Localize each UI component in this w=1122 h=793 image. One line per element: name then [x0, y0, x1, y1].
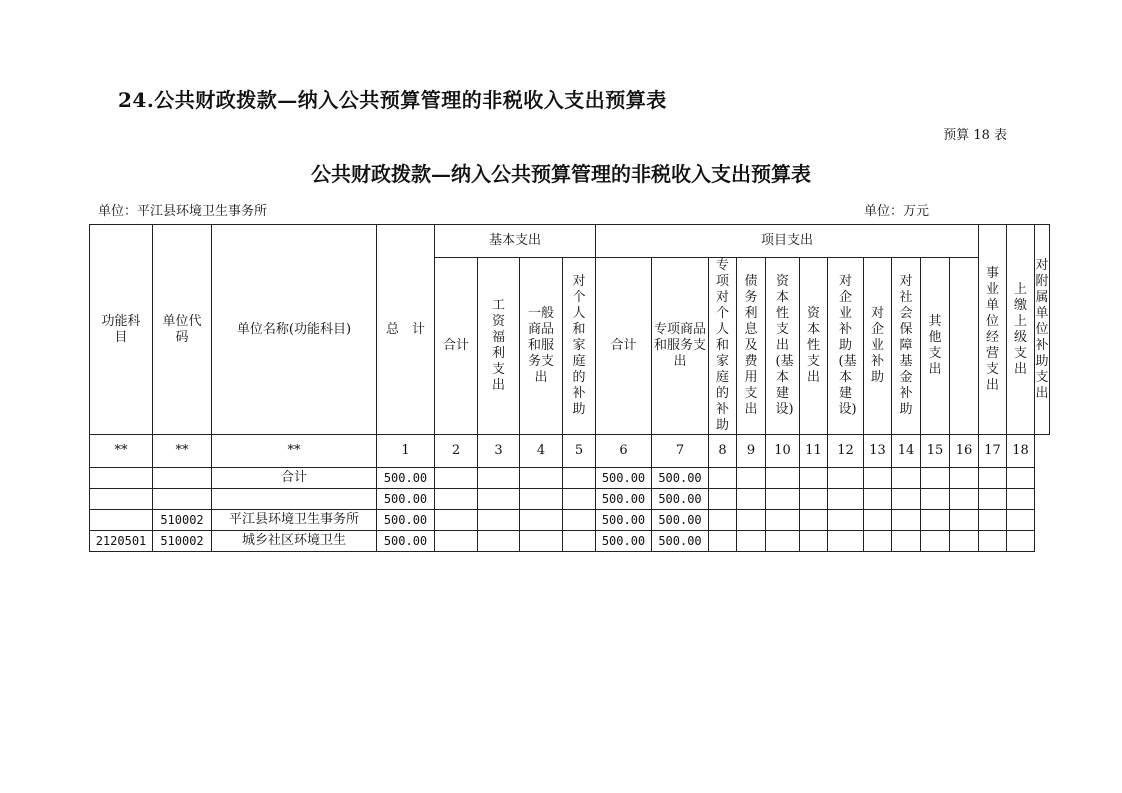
unit-code-cell: 510002 [153, 531, 212, 552]
table-row [90, 531, 1050, 552]
index-cell: 3 [478, 435, 520, 468]
unit-name-cell [212, 489, 377, 510]
table-row [90, 489, 1050, 510]
table-row [90, 510, 1050, 531]
index-cell: 14 [892, 435, 921, 468]
index-cell: ** [153, 435, 212, 468]
total-cell: 500.00 [377, 489, 435, 510]
unit-name-cell: 城乡社区环境卫生 [212, 531, 377, 552]
unit-code-cell [153, 468, 212, 489]
project-sum-cell: 500.00 [596, 489, 652, 510]
index-cell: 9 [737, 435, 766, 468]
header-func-code: 功能科目 [90, 225, 153, 435]
unit-label-currency: 单位：万元 [864, 204, 930, 219]
header-project-debt: 债务利息及费用支出 [737, 258, 766, 435]
project-sum-cell: 500.00 [596, 510, 652, 531]
index-cell: 12 [828, 435, 864, 468]
page-heading: 24.公共财政拨款—纳入公共预算管理的非税收入支出预算表 [118, 88, 667, 112]
index-cell: 11 [800, 435, 828, 468]
index-cell: 16 [950, 435, 979, 468]
total-cell: 500.00 [377, 531, 435, 552]
header-basic-group: 基本支出 [435, 225, 596, 258]
header-unit-code: 单位代码 [153, 225, 212, 435]
index-cell: 18 [1007, 435, 1035, 468]
index-cell: ** [90, 435, 153, 468]
header-project-capital: 资本性支出 [800, 258, 828, 435]
index-cell: 2 [435, 435, 478, 468]
header-total: 总 计 [377, 225, 435, 435]
project-goods-cell: 500.00 [652, 531, 709, 552]
index-cell: 10 [766, 435, 800, 468]
header-basic-wage: 工资福利支出 [478, 258, 520, 435]
func-code-cell [90, 489, 153, 510]
table-title: 公共财政拨款—纳入公共预算管理的非税收入支出预算表 [311, 162, 811, 186]
project-goods-cell: 500.00 [652, 468, 709, 489]
header-subsidiary: 对附属单位补助支出 [1035, 225, 1050, 435]
func-code-cell: 2120501 [90, 531, 153, 552]
index-cell: ** [212, 435, 377, 468]
header-basic-goods: 一般商品和服务支出 [520, 258, 563, 435]
index-cell: 13 [864, 435, 892, 468]
total-cell: 500.00 [377, 468, 435, 489]
unit-code-cell: 510002 [153, 510, 212, 531]
index-cell: 6 [596, 435, 652, 468]
form-number: 预算 18 表 [943, 128, 1007, 143]
index-cell: 17 [979, 435, 1007, 468]
header-unit-name: 单位名称(功能科目) [212, 225, 377, 435]
table-row [90, 468, 1050, 489]
header-project-sum: 合计 [596, 258, 652, 435]
index-cell: 5 [563, 435, 596, 468]
project-goods-cell: 500.00 [652, 510, 709, 531]
index-cell: 15 [921, 435, 950, 468]
index-cell: 4 [520, 435, 563, 468]
budget-table [89, 224, 1050, 552]
project-sum-cell: 500.00 [596, 531, 652, 552]
header-project-ent-base: 对企业补助(基本建设) [828, 258, 864, 435]
header-basic-sum: 合计 [435, 258, 478, 435]
index-cell: 8 [709, 435, 737, 468]
total-cell: 500.00 [377, 510, 435, 531]
header-project-goods: 专项商品和服务支出 [652, 258, 709, 435]
header-project-capital-base: 资本性支出(基本建设) [766, 258, 800, 435]
unit-name-cell: 合计 [212, 468, 377, 489]
header-upper: 上缴上级支出 [1007, 225, 1035, 435]
index-cell: 7 [652, 435, 709, 468]
project-goods-cell: 500.00 [652, 489, 709, 510]
header-biz-unit: 事业单位经营支出 [979, 225, 1007, 435]
header-basic-personal: 对个人和家庭的补助 [563, 258, 596, 435]
header-project-social: 对社会保障基金补助 [892, 258, 921, 435]
func-code-cell [90, 510, 153, 531]
unit-code-cell [153, 489, 212, 510]
index-row [90, 435, 1050, 468]
unit-name-cell: 平江县环境卫生事务所 [212, 510, 377, 531]
project-sum-cell: 500.00 [596, 468, 652, 489]
header-project-other: 其他支出 [921, 258, 950, 435]
header-project-personal: 专项对个人和家庭的补助 [709, 258, 737, 435]
index-cell: 1 [377, 435, 435, 468]
header-project-ent: 对企业补助 [864, 258, 892, 435]
header-project-group: 项目支出 [596, 225, 979, 258]
func-code-cell [90, 468, 153, 489]
unit-label-org: 单位：平江县环境卫生事务所 [98, 204, 268, 219]
